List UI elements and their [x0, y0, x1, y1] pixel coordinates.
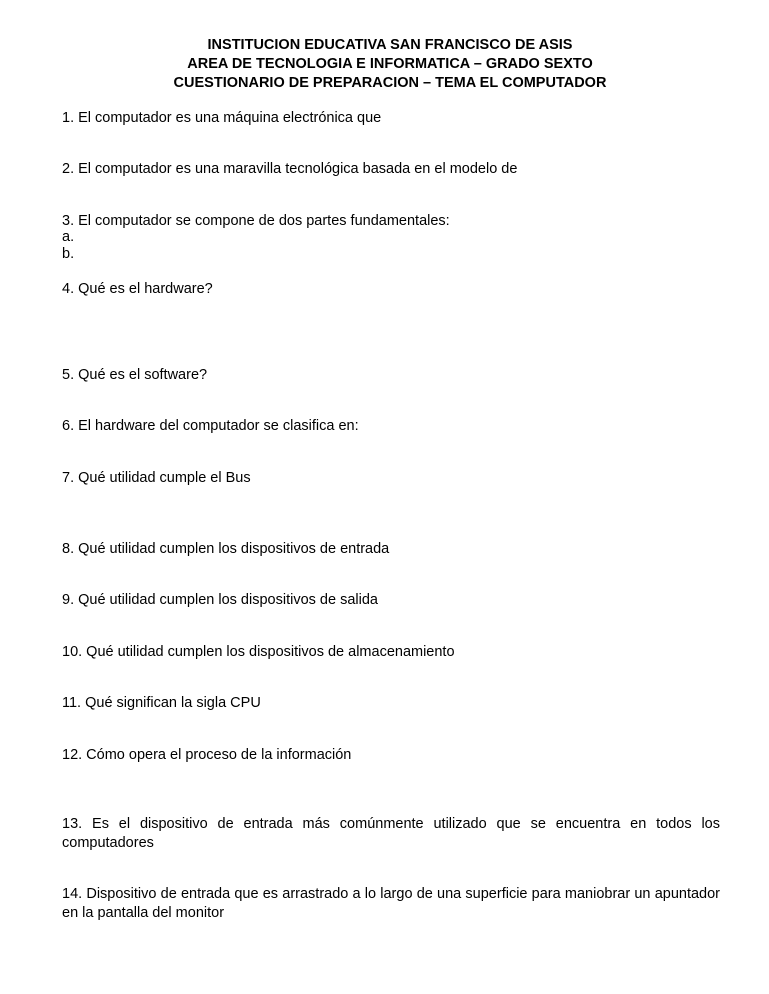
answer-item-b: b. — [62, 246, 75, 262]
question-9: 9. Qué utilidad cumplen los dispositivos de salida — [62, 592, 378, 608]
header-area: AREA DE TECNOLOGIA E INFORMATICA – GRADO SEXTO — [187, 56, 593, 72]
question-12: 12. Cómo opera el proceso de la información — [62, 747, 352, 763]
question-7: 7. Qué utilidad cumple el Bus — [62, 470, 251, 486]
question-14: 14. Dispositivo de entrada que es arrastrado a lo largo de una superficie para maniobrar un apuntador en la pantalla del monitor — [62, 886, 720, 921]
header-institution: INSTITUCION EDUCATIVA SAN FRANCISCO DE ASIS — [207, 37, 573, 53]
question-5: 5. Qué es el software? — [62, 367, 208, 383]
question-3: 3. El computador se compone de dos partes fundamentales: — [62, 213, 450, 229]
question-6: 6. El hardware del computador se clasifica en: — [62, 418, 359, 434]
question-2: 2. El computador es una maravilla tecnológica basada en el modelo de — [62, 161, 518, 177]
question-4: 4. Qué es el hardware? — [62, 281, 213, 297]
header-title: CUESTIONARIO DE PREPARACION – TEMA EL COMPUTADOR — [173, 75, 607, 91]
answer-item-a: a. — [62, 229, 75, 245]
question-11: 11. Qué significan la sigla CPU — [62, 695, 261, 711]
question-1: 1. El computador es una máquina electrónica que — [62, 110, 382, 126]
question-10: 10. Qué utilidad cumplen los dispositivos de almacenamiento — [62, 644, 455, 660]
question-8: 8. Qué utilidad cumplen los dispositivos de entrada — [62, 541, 390, 557]
question-13: 13. Es el dispositivo de entrada más comúnmente utilizado que se encuentra en todos los computadores — [62, 816, 720, 851]
